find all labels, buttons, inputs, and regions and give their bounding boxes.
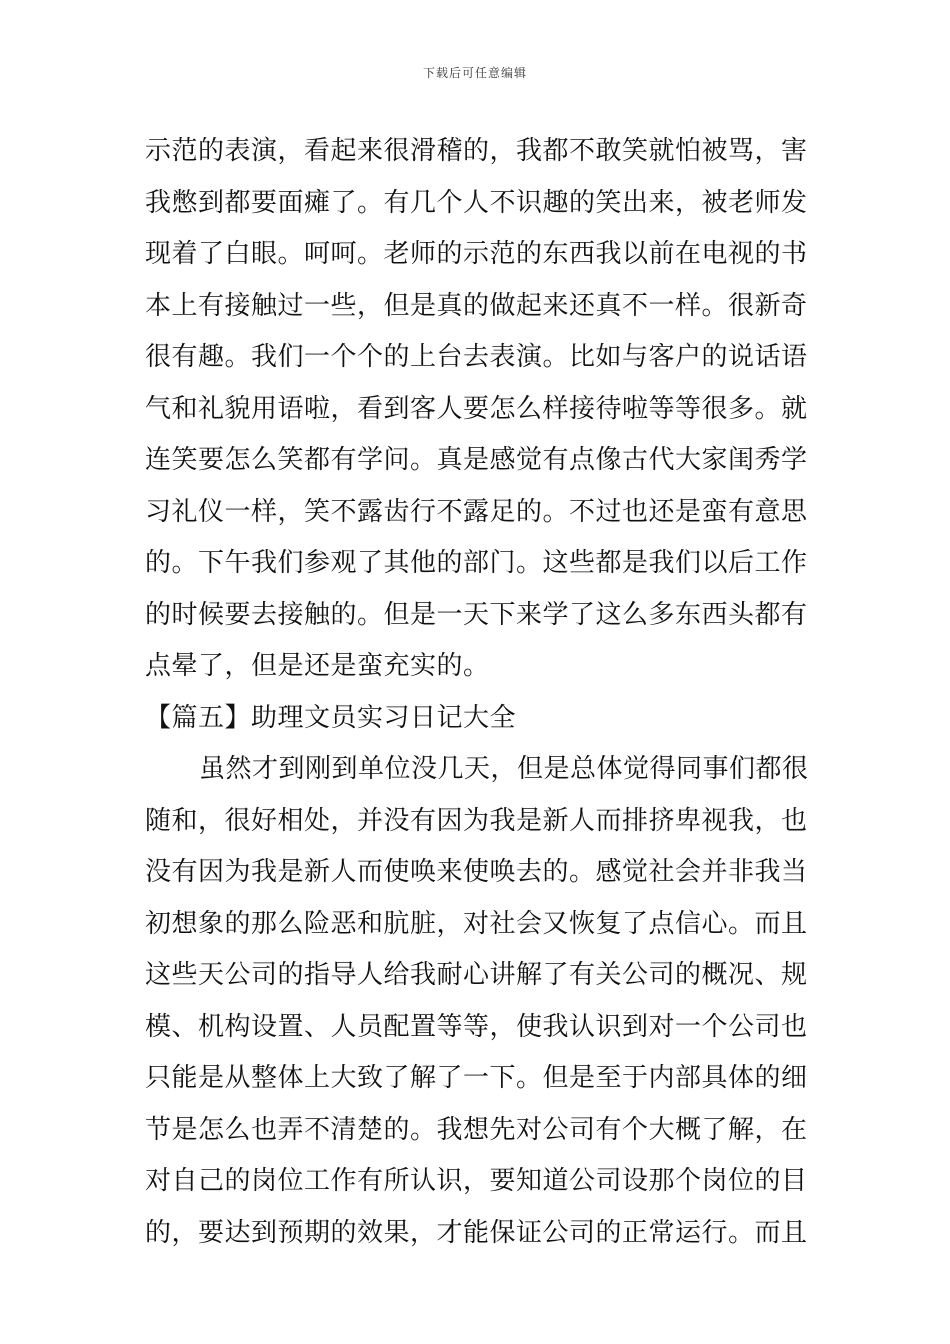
text-line: 点晕了，但是还是蛮充实的。 — [145, 651, 490, 681]
text-line: 的，要达到预期的效果，才能保证公司的正常运行。而且 — [145, 1217, 808, 1248]
text-line: 连笑要怎么笑都有学问。真是感觉有点像古代大家闺秀学 — [145, 445, 808, 475]
text-line: 本上有接触过一些，但是真的做起来还真不一样。很新奇 — [145, 290, 808, 321]
text-line: 没有因为我是新人而使唤来使唤去的。感觉社会并非我当 — [145, 857, 808, 887]
text-line: 节是怎么也弄不清楚的。我想先对公司有个大概了解，在 — [145, 1114, 808, 1145]
text-line: 的时候要去接触的。但是一天下来学了这么多东西头都有 — [145, 599, 808, 630]
text-line: 很有趣。我们一个个的上台去表演。比如与客户的说话语 — [145, 342, 808, 372]
text-line: 示范的表演，看起来很滑稽的，我都不敢笑就怕被骂，害 — [145, 136, 808, 166]
text-line: 现着了白眼。呵呵。老师的示范的东西我以前在电视的书 — [145, 239, 808, 269]
text-line: 对自己的岗位工作有所认识，要知道公司设那个岗位的目 — [145, 1166, 808, 1196]
document-body — [145, 126, 817, 1259]
text-line: 习礼仪一样，笑不露齿行不露足的。不过也还是蛮有意思 — [145, 496, 808, 527]
paragraph-first-line: 虽然才到刚到单位没几天，但是总体觉得同事们都很 — [199, 754, 809, 784]
text-line: 这些天公司的指导人给我耐心讲解了有关公司的概况、规 — [145, 960, 808, 990]
text-line: 气和礼貌用语啦，看到客人要怎么样接待啦等等很多。就 — [145, 393, 808, 424]
section-heading: 【篇五】助理文员实习日记大全 — [145, 702, 517, 733]
text-line: 我憋到都要面瘫了。有几个人不识趣的笑出来，被老师发 — [145, 187, 808, 218]
page-header: 下载后可任意编辑 — [422, 66, 527, 80]
text-line: 初想象的那么险恶和肮脏，对社会又恢复了点信心。而且 — [145, 908, 808, 939]
text-line: 模、机构设置、人员配置等等，使我认识到对一个公司也 — [145, 1011, 808, 1042]
text-line: 只能是从整体上大致了解了一下。但是至于内部具体的细 — [145, 1063, 808, 1093]
text-line: 随和，很好相处，并没有因为我是新人而排挤卑视我，也 — [145, 805, 808, 836]
text-line: 的。下午我们参观了其他的部门。这些都是我们以后工作 — [145, 548, 808, 578]
